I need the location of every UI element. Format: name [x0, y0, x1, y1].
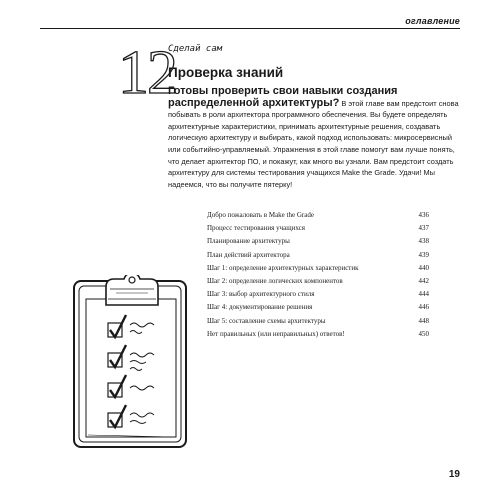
table-of-contents — [207, 209, 429, 341]
toc-entry — [207, 288, 429, 301]
toc-entry-page: 450 — [418, 329, 429, 338]
chapter-tag: Сделай сам — [168, 44, 223, 54]
toc-entry — [207, 328, 429, 341]
toc-entry-title: Шаг 4: документирование решения — [207, 303, 313, 312]
toc-entry-page: 442 — [418, 276, 429, 285]
chapter-number: 12 — [118, 39, 176, 107]
toc-entry — [207, 209, 429, 222]
toc-entry-page: 438 — [418, 237, 429, 246]
toc-entry-title: Шаг 1: определение архитектурных характеристик — [207, 263, 359, 272]
toc-entry-page: 439 — [418, 250, 429, 259]
toc-entry-page: 448 — [418, 316, 429, 325]
toc-entry — [207, 235, 429, 248]
toc-entry-page: 446 — [418, 303, 429, 312]
toc-entry — [207, 315, 429, 328]
toc-entry-title: Добро пожаловать в Make the Grade — [207, 211, 314, 219]
toc-entry-title: Нет правильных (или неправильных) ответов! — [207, 329, 345, 338]
intro-body: В этой главе вам предстоит снова побывать в роли архитектора программного обеспечения. Вы будете определять архитектурные характеристики, принимать архитектурные решения, создавать логическую архитектуру и выбирать, какой подход использовать: микросервисный или событийно-управляемый. Упражнения в этой главе помогут вам лучше понять, что делает архитектор ПО, и покажут, как много вы узнали. Вам предстоит создать архитектуру для системы тестирования учащихся Make the Grade. Удачи! Мы надеемся, что вы получите пятерку! — [168, 98, 459, 189]
clipboard-illustration — [70, 275, 194, 453]
toc-entry-title: Шаг 3: выбор архитектурного стиля — [207, 290, 315, 299]
toc-entry-page: 444 — [418, 290, 429, 299]
page-number: 19 — [448, 469, 460, 480]
clipboard-clip — [106, 275, 158, 305]
toc-entry-title: Процесс тестирования учащихся — [207, 224, 305, 233]
toc-entry-page: 437 — [418, 224, 429, 233]
toc-entry — [207, 249, 429, 262]
toc-entry-page: 440 — [418, 263, 429, 272]
intro-lead: Готовы проверить свои навыки создания распределенной архитектуры? — [168, 85, 398, 109]
chapter-title: Проверка знаний — [168, 65, 284, 80]
toc-entry-title: Шаг 2: определение логических компонентов — [207, 276, 343, 285]
toc-entry — [207, 222, 429, 235]
toc-entry-title: Шаг 5: составление схемы архитектуры — [207, 316, 326, 325]
toc-entry-page: 436 — [418, 211, 429, 219]
toc-entry — [207, 262, 429, 275]
toc-entry — [207, 275, 429, 288]
toc-entry — [207, 301, 429, 314]
toc-entry-title: План действий архитектора — [207, 250, 290, 259]
running-header: оглавление — [405, 16, 460, 26]
toc-entry-title: Планирование архитектуры — [207, 237, 290, 246]
chapter-intro — [168, 86, 466, 190]
header-rule — [40, 28, 460, 29]
